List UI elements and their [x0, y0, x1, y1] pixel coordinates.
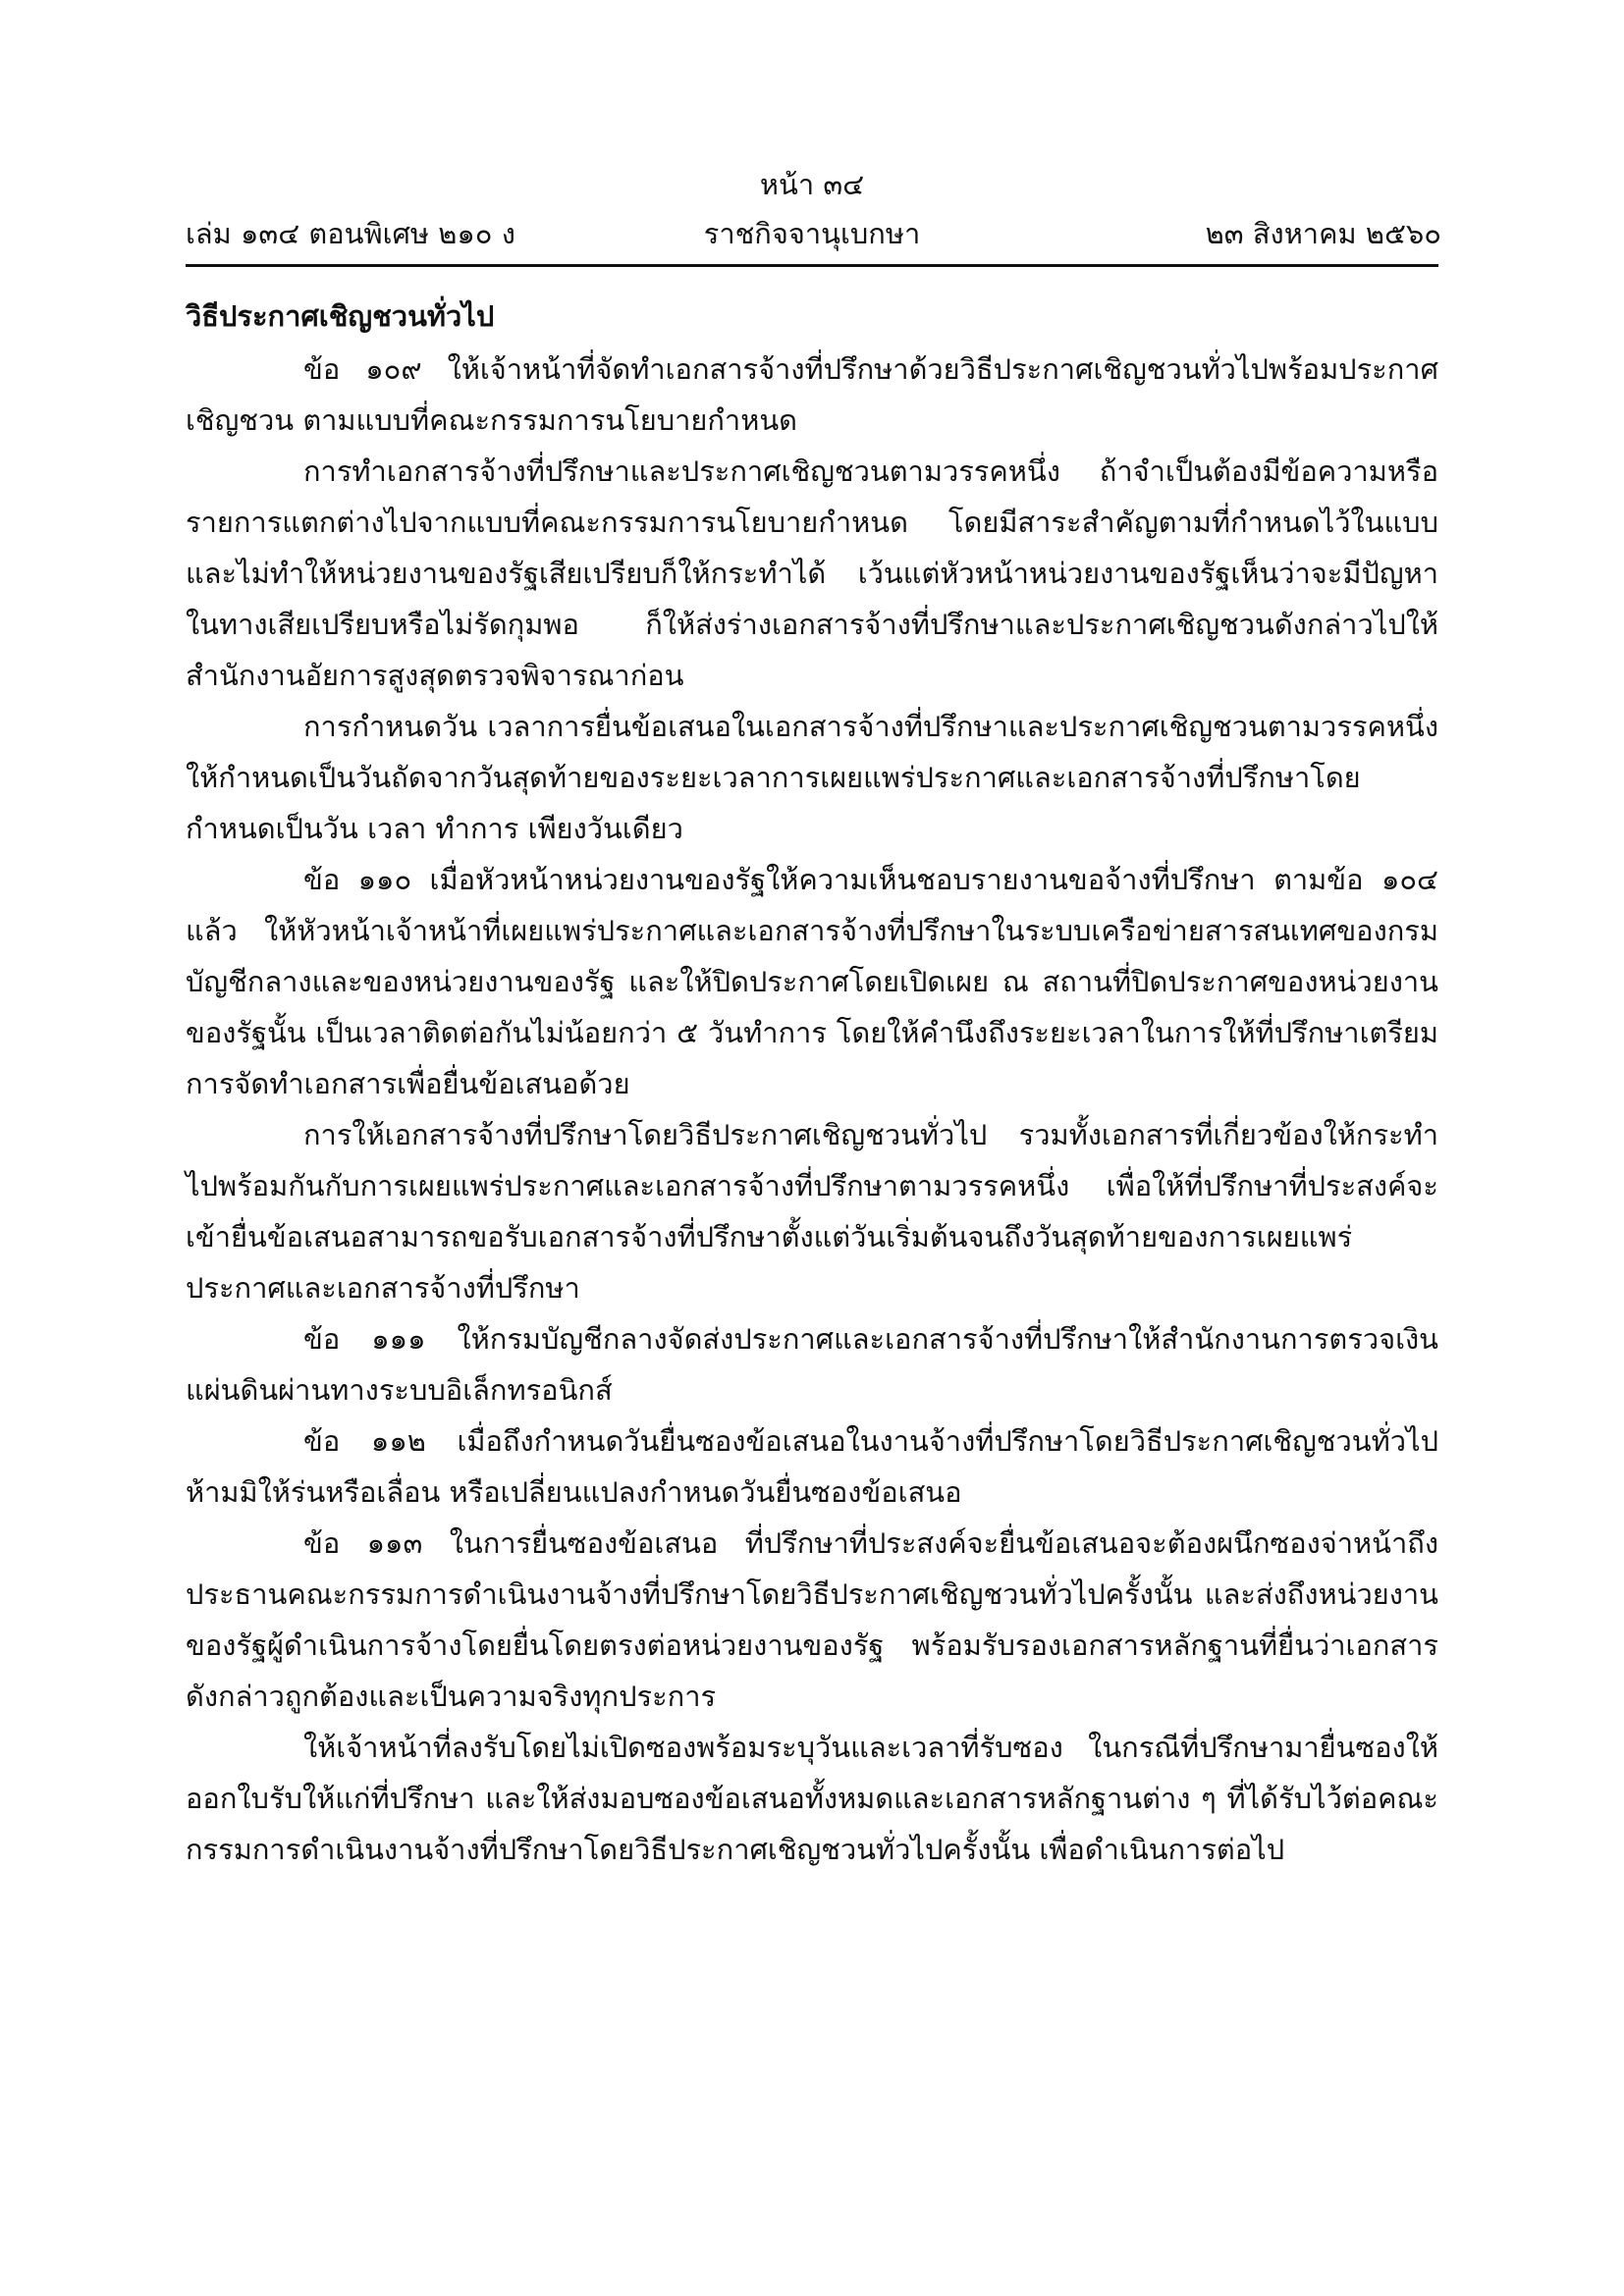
section-title: วิธีประกาศเชิญชวนทั่วไป — [186, 299, 495, 333]
paragraph: ข้อ ๑๑๐ เมื่อหัวหน้าหน่วยงานของรัฐให้ความเห็นชอบรายงานขอจ้างที่ปรึกษา ตามข้อ ๑๐๔ แล้ว ให้หัวหน้าเจ้าหน้าที่เผยแพร่ประกาศและเอกสารจ้างที่ปรึกษาในระบบเครือข่ายสารสนเทศของกรมบัญชีกลางและของหน่วยงานของรัฐ และให้ปิดประกาศโดยเปิดเผย ณ สถานที่ปิดประกาศของหน่วยงานของรัฐนั้น เป็นเวลาติดต่อกันไม่น้อยกว่า ๕ วันทำการ โดยให้คำนึงถึงระยะเวลาในการให้ที่ปรึกษาเตรียมการจัดทำเอกสารเพื่อยื่นข้อเสนอด้วย — [186, 863, 1438, 1100]
paragraph: ข้อ ๑๑๒ เมื่อถึงกำหนดวันยื่นซองข้อเสนอในงานจ้างที่ปรึกษาโดยวิธีประกาศเชิญชวนทั่วไปห้ามมิให้ร่นหรือเลื่อน หรือเปลี่ยนแปลงกำหนดวันยื่นซองข้อเสนอ — [186, 1424, 1438, 1509]
document-body — [186, 291, 1438, 1875]
page-number: หน้า ๓๔ — [759, 168, 865, 201]
volume-info: เล่ม ๑๓๔ ตอนพิเศษ ๒๑๐ ง — [186, 217, 515, 250]
publication-date: ๒๓ สิงหาคม ๒๕๖๐ — [1205, 217, 1441, 250]
paragraph: ข้อ ๑๑๓ ในการยื่นซองข้อเสนอ ที่ปรึกษาที่ประสงค์จะยื่นข้อเสนอจะต้องผนึกซองจ่าหน้าถึงประธานคณะกรรมการดำเนินงานจ้างที่ปรึกษาโดยวิธีประกาศเชิญชวนทั่วไปครั้งนั้น และส่งถึงหน่วยงานของรัฐผู้ดำเนินการจ้างโดยยื่นโดยตรงต่อหน่วยงานของรัฐ พร้อมรับรองเอกสารหลักฐานที่ยื่นว่าเอกสารดังกล่าวถูกต้องและเป็นความจริงทุกประการ — [186, 1526, 1438, 1713]
paragraph: ข้อ ๑๑๑ ให้กรมบัญชีกลางจัดส่งประกาศและเอกสารจ้างที่ปรึกษาให้สำนักงานการตรวจเงินแผ่นดินผ่านทางระบบอิเล็กทรอนิกส์ — [186, 1322, 1438, 1407]
paragraph: ให้เจ้าหน้าที่ลงรับโดยไม่เปิดซองพร้อมระบุวันและเวลาที่รับซอง ในกรณีที่ปรึกษามายื่นซองให้ออกใบรับให้แก่ที่ปรึกษา และให้ส่งมอบซองข้อเสนอทั้งหมดและเอกสารหลักฐานต่าง ๆ ที่ได้รับไว้ต่อคณะกรรมการดำเนินงานจ้างที่ปรึกษาโดยวิธีประกาศเชิญชวนทั่วไปครั้งนั้น เพื่อดำเนินการต่อไป — [186, 1731, 1438, 1866]
paragraph: การทำเอกสารจ้างที่ปรึกษาและประกาศเชิญชวนตามวรรคหนึ่ง ถ้าจำเป็นต้องมีข้อความหรือรายการแตกต่างไปจากแบบที่คณะกรรมการนโยบายกำหนด โดยมีสาระสำคัญตามที่กำหนดไว้ในแบบและไม่ทำให้หน่วยงานของรัฐเสียเปรียบก็ให้กระทำได้ เว้นแต่หัวหน้าหน่วยงานของรัฐเห็นว่าจะมีปัญหาในทางเสียเปรียบหรือไม่รัดกุมพอ ก็ให้ส่งร่างเอกสารจ้างที่ปรึกษาและประกาศเชิญชวนดังกล่าวไปให้สำนักงานอัยการสูงสุดตรวจพิจารณาก่อน — [186, 454, 1438, 692]
paragraph: ข้อ ๑๐๙ ให้เจ้าหน้าที่จัดทำเอกสารจ้างที่ปรึกษาด้วยวิธีประกาศเชิญชวนทั่วไปพร้อมประกาศเชิญชวน ตามแบบที่คณะกรรมการนโยบายกำหนด — [186, 352, 1438, 437]
paragraph: การกำหนดวัน เวลาการยื่นข้อเสนอในเอกสารจ้างที่ปรึกษาและประกาศเชิญชวนตามวรรคหนึ่ง ให้กำหนดเป็นวันถัดจากวันสุดท้ายของระยะเวลาการเผยแพร่ประกาศและเอกสารจ้างที่ปรึกษาโดยกำหนดเป็นวัน เวลา ทำการ เพียงวันเดียว — [186, 710, 1438, 845]
publication-name: ราชกิจจานุเบกษา — [703, 217, 921, 250]
paragraph: การให้เอกสารจ้างที่ปรึกษาโดยวิธีประกาศเชิญชวนทั่วไป รวมทั้งเอกสารที่เกี่ยวข้องให้กระทำไปพร้อมกันกับการเผยแพร่ประกาศและเอกสารจ้างที่ปรึกษาตามวรรคหนึ่ง เพื่อให้ที่ปรึกษาที่ประสงค์จะเข้ายื่นข้อเสนอสามารถขอรับเอกสารจ้างที่ปรึกษาตั้งแต่วันเริ่มต้นจนถึงวันสุดท้ายของการเผยแพร่ประกาศและเอกสารจ้างที่ปรึกษา — [186, 1118, 1438, 1305]
header-rule — [186, 264, 1438, 267]
